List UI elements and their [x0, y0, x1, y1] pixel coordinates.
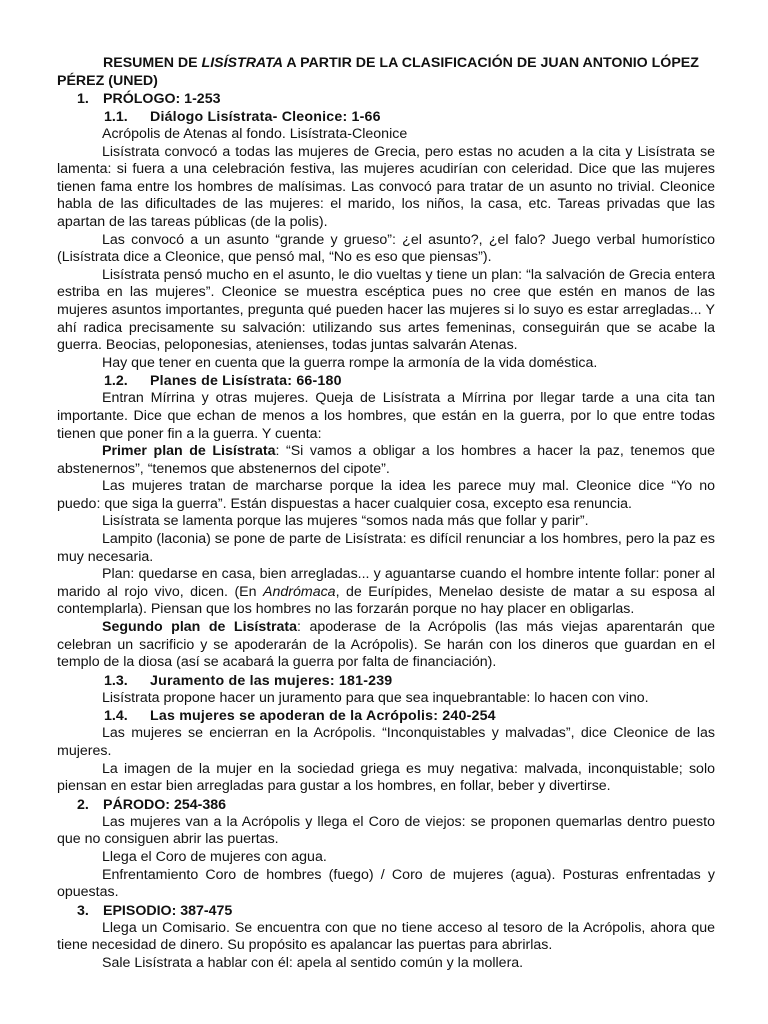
paragraph: Entran Mírrina y otras mujeres. Queja de Lisístrata a Mírrina por llegar tarde a una cita tan importante. Dice que echan de menos a los hombres, que están en la guerra, por lo que entre todas tienen que poner fin a la guerra. Y cuenta: [57, 390, 715, 442]
work-title: Andrómaca [263, 583, 336, 600]
paragraph: Plan: quedarse en casa, bien arregladas... y aguantarse cuando el hombre intente follar: poner al marido al rojo vivo, dicen. (En Andrómaca, de Eurípides, Menelao desiste de matar a su esposa al contemplarla). Piensan que los hombres no las forzarán porque no hay placer en obligarlas. [57, 566, 715, 618]
paragraph: Las mujeres tratan de marcharse porque la idea les parece muy mal. Cleonice dice “Yo no puedo: que siga la guerra”. Están dispuestas a hacer cualquier cosa, excepto esa renuncia. [57, 478, 715, 512]
paragraph: La imagen de la mujer en la sociedad griega es muy negativa: malvada, inconquistable; solo piensan en estar bien arregladas para gustar a los hombres, en follar, beber y divertirse. [57, 760, 715, 795]
paragraph: Lisístrata propone hacer un juramento para que sea inquebrantable: lo hacen con vino. [102, 689, 649, 706]
paragraph: Acrópolis de Atenas al fondo. Lisístrata-Cleonice [102, 126, 408, 142]
paragraph: Hay que tener en cuenta que la guerra rompe la armonía de la vida doméstica. [102, 354, 598, 371]
document-title: RESUMEN DE LISÍSTRATA A PARTIR DE LA CLASIFICACIÓN DE JUAN ANTONIO LÓPEZ PÉREZ (UNED) [57, 55, 699, 89]
subsection-heading: 1.4. Las mujeres se apoderan de la Acrópolis: 240-254 [104, 708, 496, 725]
paragraph: Segundo plan de Lisístrata: apoderase de la Acrópolis (las más viejas aparentarán que celebran un sacrificio y se apoderarán de la Acrópolis). Se harán con los dineros que guardan en el templo de la diosa (así se acabará la guerra por falta de financiación). [57, 619, 715, 671]
paragraph: Lisístrata pensó mucho en el asunto, le dio vueltas y tiene un plan: “la salvación de Grecia entera estriba en las mujeres”. Cleonice se muestra escéptica pues no cree que estén en manos de las mujeres asuntos importantes, pregunta qué pueden hacer las mujeres si lo suyo es estar arregladas... Y ahí radica precisamente su salvación: utilizando sus artes femeninas, conseguirán que se acabe la guerra. Beocias, peloponesias, atenienses, todas juntas salvarán Atenas. [57, 266, 715, 354]
subsection-heading: 1.1. Diálogo Lisístrata- Cleonice: 1-66 [104, 109, 381, 125]
paragraph: Lisístrata se lamenta porque las mujeres “somos nada más que follar y parir”. [102, 513, 589, 530]
paragraph: Sale Lisístrata a hablar con él: apela al sentido común y la mollera. [102, 954, 524, 971]
subsection-heading: 1.2. Planes de Lisístrata: 66-180 [104, 373, 342, 390]
subsection-heading: 1.3. Juramento de las mujeres: 181-239 [104, 672, 393, 689]
paragraph: Las mujeres van a la Acrópolis y llega el Coro de viejos: se proponen quemarlas dentro puesto que no consiguen abrir las puertas. [57, 813, 715, 848]
paragraph: Lisístrata convocó a todas las mujeres de Grecia, pero estas no acuden a la cita y Lisístrata se lamenta: si fuera a una celebración festiva, las mujeres acudirían con celeridad. Dice que las mujeres tienen fama entre los hombres de malísimas. Las convocó para tratar de un asunto no trivial. Cleonice habla de las dificultades de las mujeres: el marido, los niños, la casa, etc. Tareas privadas que las apartan de las tareas públicas (de la polis). [57, 143, 715, 230]
plan-label: Segundo plan de Lisístrata [102, 619, 297, 636]
paragraph: Primer plan de Lisístrata: “Si vamos a obligar a los hombres a hacer la paz, tenemos que abstenernos”, “tenemos que abstenernos del cipote”. [57, 443, 715, 477]
paragraph: Lampito (laconia) se pone de parte de Lisístrata: es difícil renunciar a los hombres, pero la paz es muy necesaria. [57, 531, 715, 565]
section-heading: 1. PRÓLOGO: 1-253 [77, 91, 221, 107]
title-italic: LISÍSTRATA [201, 55, 283, 71]
paragraph: Las convocó a un asunto “grande y grueso”: ¿el asunto?, ¿el falo? Juego verbal humorístico (Lisístrata dice a Cleonice, que pensó mal, “No es eso que piensas”). [57, 231, 715, 266]
paragraph: Llega un Comisario. Se encuentra con que no tiene acceso al tesoro de la Acrópolis, ahora que tiene necesidad de dinero. Su propósito es apalancar las puertas para abrirlas. [57, 919, 715, 954]
section-heading: 3. EPISODIO: 387-475 [77, 902, 233, 919]
paragraph: Enfrentamiento Coro de hombres (fuego) / Coro de mujeres (agua). Posturas enfrentadas y opuestas. [57, 866, 715, 901]
section-heading: 2. PÁRODO: 254-386 [77, 796, 227, 813]
paragraph: Llega el Coro de mujeres con agua. [102, 848, 327, 865]
plan-label: Primer plan de Lisístrata [102, 443, 276, 460]
paragraph: Las mujeres se encierran en la Acrópolis. “Inconquistables y malvadas”, dice Cleonice de las mujeres. [57, 725, 715, 759]
